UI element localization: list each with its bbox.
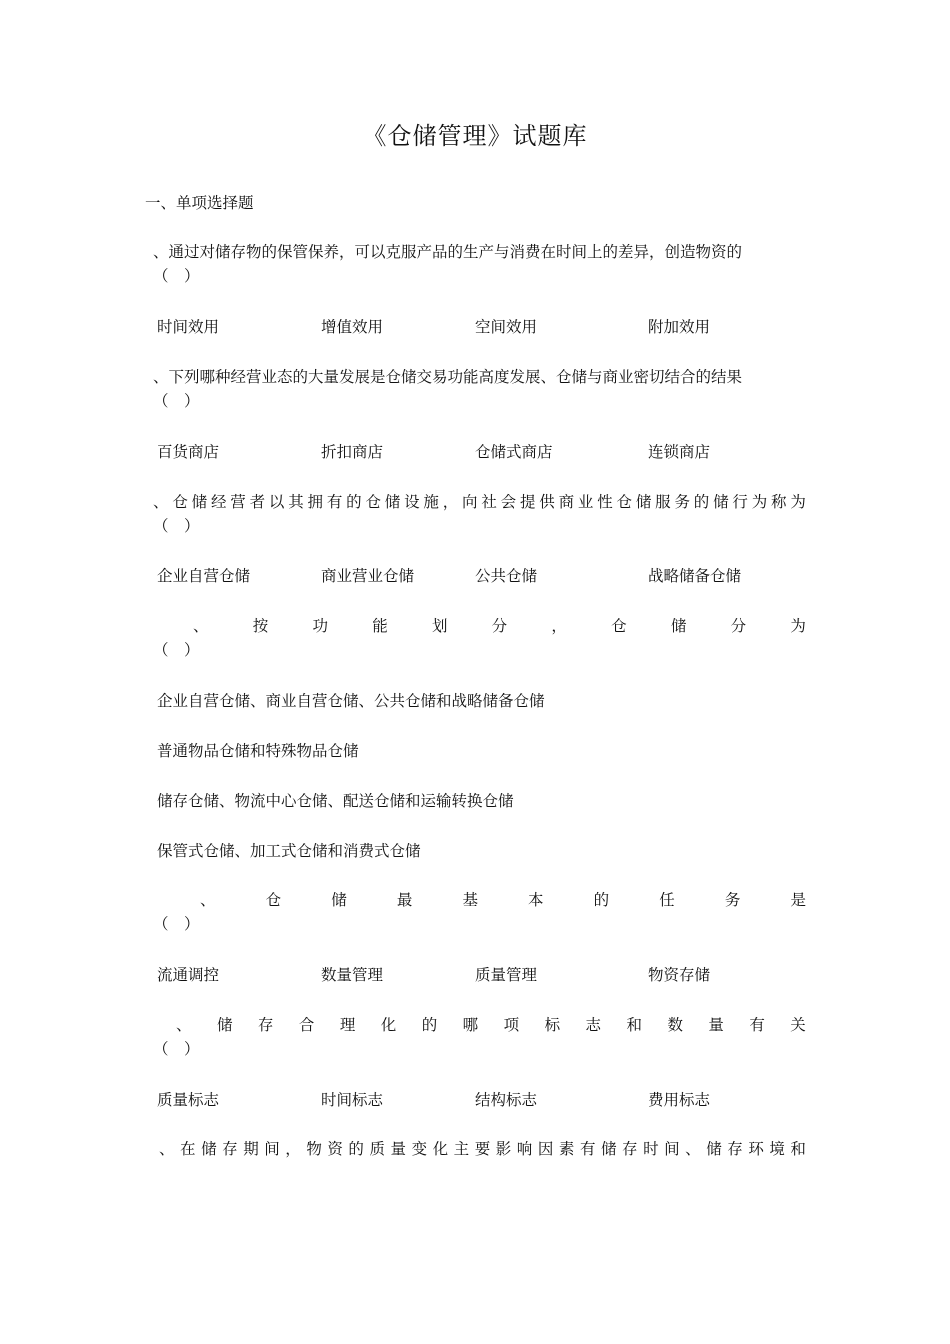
option: 增值效用 <box>321 318 384 336</box>
stem-char: 拥 <box>307 493 324 511</box>
stem-char: 存 <box>257 1016 274 1034</box>
stem-char: 向 <box>462 493 478 511</box>
question-stem <box>176 1013 806 1037</box>
stem-char: 、 <box>153 493 169 511</box>
section-heading: 一、单项选择题 <box>145 194 254 212</box>
question-stem <box>159 1137 806 1161</box>
stem-char: 境 <box>769 1140 785 1158</box>
option: 企业自营仓储 <box>157 567 251 585</box>
stem-char: 为 <box>751 493 768 511</box>
stem-char: 称 <box>771 493 787 511</box>
stem-char: 经 <box>210 493 227 511</box>
stem-char: 储 <box>216 1016 233 1034</box>
stem-char: 储 <box>384 493 401 511</box>
stem-char: 储 <box>191 493 208 511</box>
stem-char: 要 <box>474 1140 491 1158</box>
question <box>200 888 806 912</box>
page-title: 《仓储管理》试题库 <box>362 122 588 150</box>
question <box>153 490 806 538</box>
stem-char: 储 <box>600 1140 617 1158</box>
stem-char: 存 <box>222 1140 238 1158</box>
stem-char: 数 <box>667 1016 683 1034</box>
stem-char: 的 <box>346 493 362 511</box>
stem-char: 有 <box>326 493 343 511</box>
stem-char: 间 <box>664 1140 680 1158</box>
stem-char: 仓 <box>265 891 282 909</box>
option: 百货商店 <box>157 443 220 461</box>
question <box>193 614 806 638</box>
option-row <box>157 440 817 464</box>
stem-char: 会 <box>500 493 517 511</box>
stem-char: 划 <box>431 617 448 635</box>
option: 连锁商店 <box>648 443 711 461</box>
stem-char: 时 <box>643 1140 659 1158</box>
stem-char: 间 <box>264 1140 280 1158</box>
stem-char: 仓 <box>611 617 627 635</box>
stem-char: 变 <box>411 1140 428 1158</box>
stem-char: 以 <box>268 493 285 511</box>
stem-char: 分 <box>730 617 747 635</box>
stem-char: ， <box>551 617 567 635</box>
stem-char: 资 <box>327 1140 343 1158</box>
stem-char: 的 <box>421 1016 438 1034</box>
option: 数量管理 <box>321 966 384 984</box>
stem-char: 合 <box>298 1016 315 1034</box>
stem-char: 业 <box>577 493 594 511</box>
stem-char: 为 <box>790 617 806 635</box>
stem-char: 标 <box>544 1016 561 1034</box>
stem-char: 环 <box>748 1140 764 1158</box>
stem-char: 主 <box>453 1140 470 1158</box>
option-row <box>157 1088 817 1112</box>
stem-char: 商 <box>558 493 575 511</box>
answer-blank: （ ） <box>153 641 200 659</box>
question <box>153 240 806 288</box>
stem-char: 储 <box>201 1140 217 1158</box>
stem-char: 、 <box>193 617 209 635</box>
stem-char: 基 <box>462 891 478 909</box>
stem-char: 化 <box>432 1140 449 1158</box>
question-paren <box>153 912 806 936</box>
stem-char: 者 <box>249 493 266 511</box>
stem-char: 影 <box>495 1140 512 1158</box>
stem-char: 化 <box>380 1016 397 1034</box>
stem-char: 有 <box>579 1140 596 1158</box>
stem-char: 存 <box>727 1140 743 1158</box>
stem-char: 哪 <box>462 1016 479 1034</box>
option: 仓储式商店 <box>475 443 553 461</box>
option: 储存仓储、物流中心仓储、配送仓储和运输转换仓储 <box>157 792 514 810</box>
option: 企业自营仓储、商业自营仓储、公共仓储和战略储备仓储 <box>157 692 545 710</box>
stem-char: 施 <box>423 493 439 511</box>
stem-char: 量 <box>390 1140 407 1158</box>
stem-char: 理 <box>339 1016 356 1034</box>
option: 空间效用 <box>475 318 538 336</box>
stem-char: 因 <box>537 1140 554 1158</box>
stem-char: 储 <box>331 891 347 909</box>
option: 商业营业仓储 <box>321 567 415 585</box>
stem-char: 项 <box>503 1016 520 1034</box>
question-paren <box>153 1037 806 1061</box>
question-stem <box>193 614 806 638</box>
stem-char: 、 <box>685 1140 701 1158</box>
question-stem: 、通过对储存物的保管保养，可以克服产品的生产与消费在时间上的差异，创造物资的 <box>153 243 743 261</box>
stem-char: 的 <box>593 891 610 909</box>
answer-blank: （ ） <box>153 517 200 535</box>
stem-char: 储 <box>635 493 652 511</box>
stem-char: 量 <box>708 1016 724 1034</box>
stem-char: 物 <box>306 1140 322 1158</box>
answer-blank: （ ） <box>153 392 200 410</box>
stem-char: 储 <box>706 1140 722 1158</box>
stem-char: 任 <box>659 891 675 909</box>
stem-char: 素 <box>558 1140 575 1158</box>
option: 费用标志 <box>648 1091 711 1109</box>
stem-char: 设 <box>404 493 420 511</box>
stem-char: 有 <box>749 1016 765 1034</box>
stem-char: 其 <box>288 493 304 511</box>
stem-char: 期 <box>243 1140 259 1158</box>
stem-char: 是 <box>790 891 806 909</box>
stem-char: 的 <box>693 493 710 511</box>
answer-blank: （ ） <box>153 915 200 933</box>
stem-char: 服 <box>655 493 671 511</box>
option: 折扣商店 <box>321 443 384 461</box>
stem-char: 能 <box>372 617 388 635</box>
stem-char: 响 <box>516 1140 533 1158</box>
question-stem <box>153 490 806 514</box>
question-paren <box>153 638 806 662</box>
option: 普通物品仓储和特殊物品仓储 <box>157 742 359 760</box>
stem-char: 和 <box>626 1016 642 1034</box>
option: 时间效用 <box>157 318 220 336</box>
question-stem: 、下列哪种经营业态的大量发展是仓储交易功能高度发展、仓储与商业密切结合的结果 <box>153 368 743 386</box>
stem-char: 、 <box>176 1016 192 1034</box>
question <box>176 1013 806 1037</box>
option: 时间标志 <box>321 1091 384 1109</box>
option: 公共仓储 <box>475 567 538 585</box>
option: 结构标志 <box>475 1091 538 1109</box>
stem-char: ， <box>442 493 459 511</box>
stem-char: 为 <box>790 493 806 511</box>
stem-char: 行 <box>732 493 748 511</box>
option: 物资存储 <box>648 966 711 984</box>
option-row <box>157 963 817 987</box>
option: 附加效用 <box>648 318 711 336</box>
stem-char: 性 <box>597 493 613 511</box>
stem-char: 分 <box>491 617 508 635</box>
stem-char: 供 <box>539 493 555 511</box>
stem-char: 仓 <box>172 493 188 511</box>
stem-char: 存 <box>622 1140 638 1158</box>
stem-char: 和 <box>790 1140 806 1158</box>
answer-blank: （ ） <box>153 267 200 285</box>
stem-char: 务 <box>674 493 690 511</box>
question-stem <box>200 888 806 912</box>
stem-char: 仓 <box>616 493 633 511</box>
option-row <box>157 564 817 588</box>
stem-char: ， <box>285 1140 301 1158</box>
option: 质量标志 <box>157 1091 220 1109</box>
stem-char: 在 <box>180 1140 196 1158</box>
stem-char: 、 <box>159 1140 175 1158</box>
option: 战略储备仓储 <box>648 567 742 585</box>
stem-char: 的 <box>348 1140 364 1158</box>
option: 质量管理 <box>475 966 538 984</box>
stem-char: 志 <box>585 1016 602 1034</box>
stem-char: 、 <box>200 891 216 909</box>
stem-char: 务 <box>724 891 741 909</box>
question <box>153 365 806 413</box>
stem-char: 营 <box>230 493 246 511</box>
stem-char: 社 <box>481 493 497 511</box>
stem-char: 最 <box>396 891 413 909</box>
stem-char: 仓 <box>365 493 381 511</box>
answer-blank: （ ） <box>153 1040 200 1058</box>
stem-char: 质 <box>369 1140 385 1158</box>
stem-char: 提 <box>519 493 536 511</box>
question <box>159 1137 806 1161</box>
option-row <box>157 315 817 339</box>
stem-char: 储 <box>713 493 729 511</box>
option: 保管式仓储、加工式仓储和消费式仓储 <box>157 842 421 860</box>
stem-char: 按 <box>252 617 269 635</box>
option: 流通调控 <box>157 966 220 984</box>
stem-char: 功 <box>312 617 328 635</box>
stem-char: 本 <box>528 891 544 909</box>
stem-char: 储 <box>670 617 687 635</box>
stem-char: 关 <box>790 1016 806 1034</box>
